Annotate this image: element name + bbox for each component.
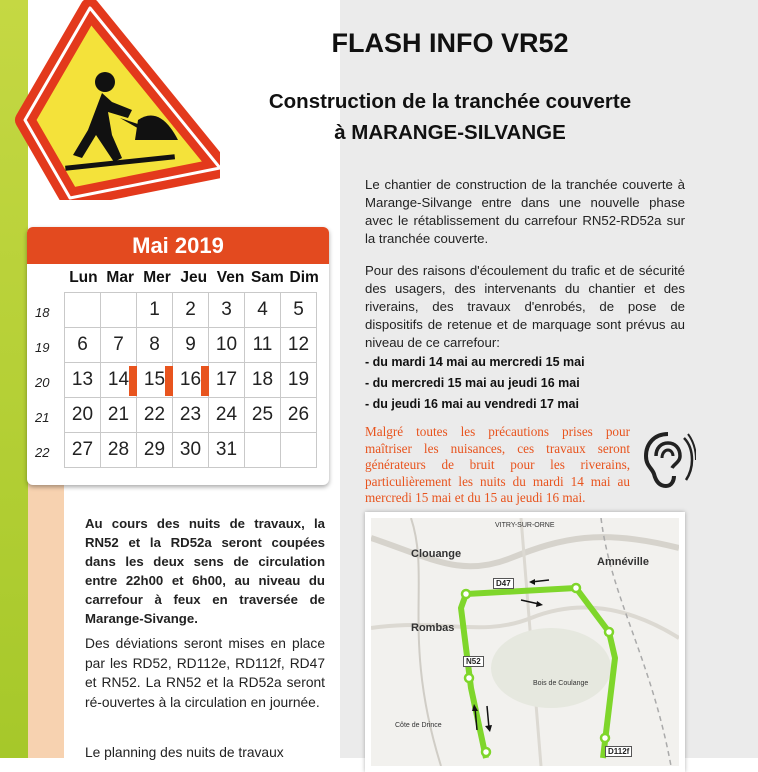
ear-icon xyxy=(640,428,696,492)
calendar-day: 13 xyxy=(65,363,101,398)
calendar-week xyxy=(65,433,317,468)
page-title: FLASH INFO VR52 xyxy=(331,28,569,58)
weekday-label: Sam xyxy=(251,269,284,286)
calendar-day: 17 xyxy=(209,363,245,398)
map-label-bois: Bois de Coulange xyxy=(533,680,589,687)
calendar-day-highlighted xyxy=(101,363,137,398)
subtitle-line-1: Construction de la tranchée couverte xyxy=(268,90,632,113)
calendar-day: 4 xyxy=(245,293,281,328)
calendar-day: 18 xyxy=(245,363,281,398)
calendar-day-number: 14 xyxy=(107,369,130,390)
weekday-label: Jeu xyxy=(180,269,208,286)
map-label-vitry: VITRY-SUR-ORNE xyxy=(495,522,555,529)
weekday-label: Mer xyxy=(143,269,171,286)
week-number: 19 xyxy=(35,340,50,355)
calendar xyxy=(27,227,329,485)
calendar-week xyxy=(65,293,317,328)
calendar-day: 10 xyxy=(209,328,245,363)
subtitle-line-2: à MARANGE-SILVANGE xyxy=(334,121,566,144)
calendar-week xyxy=(65,363,317,398)
calendar-day xyxy=(65,293,101,328)
detours-paragraph: Des déviations seront mises en place par les RD52, RD112e, RD112f, RD47 et RN52. La RN52 et la RD52a seront ré-ouvertes à la circulation en journée. xyxy=(85,636,325,710)
calendar-day: 8 xyxy=(137,328,173,363)
calendar-grid xyxy=(64,292,317,468)
noise-notice: Malgré toutes les précautions prises pour maîtriser les nuisances, ces travaux seront générateurs de bruit pour les riverains, particulièrement les nuits du mardi 14 mai au mercredi 15 mai et du 15 au jeudi 16 mai. xyxy=(365,424,630,505)
week-number: 22 xyxy=(35,445,50,460)
intro-paragraph: Le chantier de construction de la tranchée couverte à Marange-Silvange entre dans une nouvelle phase avec le rétablissement du carrefour RN52-RD52a sur la tranchée couverte. xyxy=(365,177,685,246)
road-tag-n52: N52 xyxy=(463,656,484,667)
map-label-rombas: Rombas xyxy=(411,622,455,634)
calendar-day: 27 xyxy=(65,433,101,468)
calendar-day: 23 xyxy=(173,398,209,433)
detour-map xyxy=(365,512,685,772)
calendar-day: 5 xyxy=(281,293,317,328)
schedule-item: - du mercredi 15 mai au jeudi 16 mai xyxy=(365,376,580,390)
weekday-label: Mar xyxy=(106,269,134,286)
weekday-label: Lun xyxy=(69,269,98,286)
calendar-day-highlighted xyxy=(173,363,209,398)
map-canvas xyxy=(371,518,679,766)
weekday-header xyxy=(65,269,323,287)
calendar-day: 19 xyxy=(281,363,317,398)
calendar-day: 2 xyxy=(173,293,209,328)
calendar-day: 6 xyxy=(65,328,101,363)
calendar-day: 25 xyxy=(245,398,281,433)
roadwork-sign-icon xyxy=(10,0,220,200)
planning-paragraph: Le planning des nuits de travaux xyxy=(85,745,284,760)
page-subtitle xyxy=(200,86,700,148)
map-label-clouange: Clouange xyxy=(411,548,462,560)
reasons-paragraph: Pour des raisons d'écoulement du trafic et de sécurité des usagers, des intervenants du chantier et des riverains, des travaux d'enrobés, de pose de dispositifs de retenue et de marquage sont prévus au niveau de ce carrefour: xyxy=(365,263,685,350)
schedule-list xyxy=(365,352,585,415)
calendar-day xyxy=(245,433,281,468)
calendar-day: 7 xyxy=(101,328,137,363)
calendar-day: 22 xyxy=(137,398,173,433)
calendar-month: Mai 2019 xyxy=(27,227,329,264)
week-number: 21 xyxy=(35,410,50,425)
calendar-day: 3 xyxy=(209,293,245,328)
calendar-day: 24 xyxy=(209,398,245,433)
calendar-day: 20 xyxy=(65,398,101,433)
calendar-day: 11 xyxy=(245,328,281,363)
calendar-day: 28 xyxy=(101,433,137,468)
calendar-day xyxy=(101,293,137,328)
calendar-week xyxy=(65,328,317,363)
calendar-day xyxy=(281,433,317,468)
calendar-day: 26 xyxy=(281,398,317,433)
closure-paragraph: Au cours des nuits de travaux, la RN52 et la RD52a seront coupées dans les deux sens de circulation entre 22h00 et 6h00, au niveau du carrefour à feux en traversée de Marange-Sivange. xyxy=(85,516,325,626)
week-number: 18 xyxy=(35,305,50,320)
calendar-day: 9 xyxy=(173,328,209,363)
schedule-item: - du jeudi 16 mai au vendredi 17 mai xyxy=(365,397,579,411)
calendar-day-number: 16 xyxy=(179,369,202,390)
calendar-day-highlighted xyxy=(137,363,173,398)
schedule-item: - du mardi 14 mai au mercredi 15 mai xyxy=(365,355,585,369)
weekday-label: Dim xyxy=(289,269,319,286)
map-label-amneville: Amnéville xyxy=(597,556,649,568)
calendar-week xyxy=(65,398,317,433)
road-tag-d112f: D112f xyxy=(605,746,632,757)
calendar-day: 31 xyxy=(209,433,245,468)
calendar-day: 30 xyxy=(173,433,209,468)
calendar-day-number: 15 xyxy=(143,369,166,390)
calendar-day: 29 xyxy=(137,433,173,468)
road-tag-d47: D47 xyxy=(493,578,514,589)
calendar-day: 21 xyxy=(101,398,137,433)
calendar-day: 12 xyxy=(281,328,317,363)
calendar-day: 1 xyxy=(137,293,173,328)
weekday-label: Ven xyxy=(216,269,245,286)
map-label-cote: Côte de Drince xyxy=(395,722,442,729)
week-number: 20 xyxy=(35,375,50,390)
